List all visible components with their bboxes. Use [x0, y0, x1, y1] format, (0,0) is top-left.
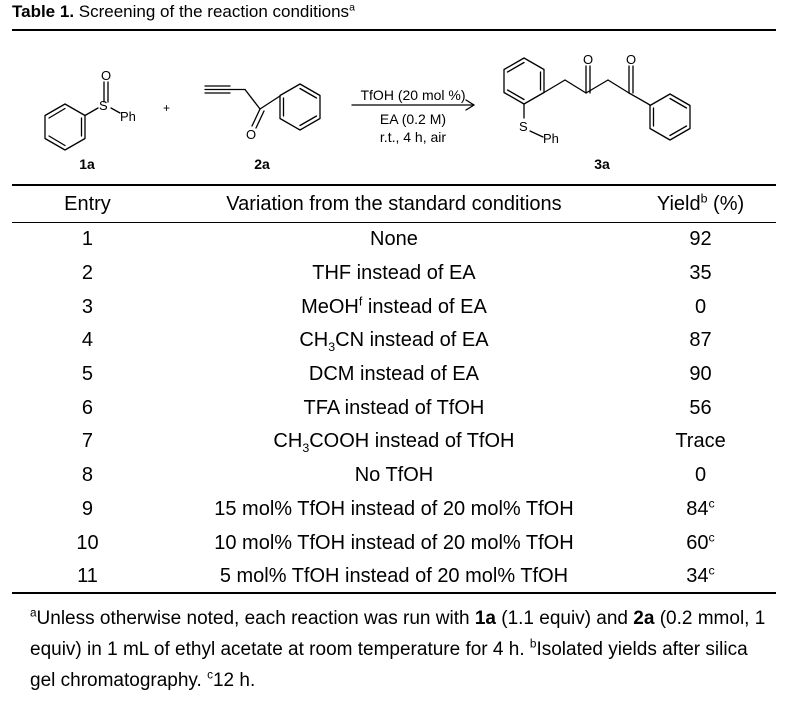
cell-variation: No TfOH	[354, 464, 434, 487]
oxygen-3a-1: O	[583, 52, 594, 67]
caption-text: Screening of the reaction conditions	[74, 2, 350, 21]
caption-label: Table 1.	[12, 2, 75, 21]
condition-solvent: EA (0.2 M)	[379, 111, 447, 127]
cell-entry: 6	[81, 396, 94, 419]
table-body	[12, 223, 776, 594]
cell-entry: 7	[81, 430, 94, 453]
cell-entry: 8	[81, 464, 94, 487]
caption-footnote-mark: a	[349, 1, 355, 14]
sulfur-1a: S	[99, 98, 108, 113]
table-row	[12, 223, 776, 257]
top-rule	[12, 29, 776, 31]
cell-variation: None	[370, 228, 418, 251]
cell-variation: THF instead of EA	[312, 262, 476, 285]
footnote-mark-b: b	[529, 637, 537, 651]
cell-entry: 5	[81, 363, 94, 386]
table-row	[12, 257, 776, 291]
structure-2a	[205, 84, 320, 130]
cell-entry: 1	[81, 228, 94, 251]
cell-entry: 4	[81, 329, 94, 352]
results-table	[12, 186, 776, 594]
cell-variation: 5 mol% TfOH instead of 20 mol% TfOH	[219, 565, 569, 588]
ph-1a: Ph	[120, 109, 136, 124]
cell-yield: 84$^c$	[686, 496, 715, 520]
table-row	[12, 493, 776, 527]
cell-variation: $CH_3CN$ instead of EA	[299, 329, 489, 355]
table-row	[12, 290, 776, 324]
ph-3a: Ph	[543, 131, 559, 146]
structure-3a	[504, 58, 690, 140]
header-variation: Variation from the standard conditions	[163, 186, 625, 223]
condition-time: r.t., 4 h, air	[379, 129, 447, 145]
plus-sign: +	[163, 101, 171, 115]
oxygen-2a: O	[246, 127, 257, 142]
header-entry: Entry	[12, 186, 163, 223]
table-header-row	[12, 186, 776, 223]
cell-yield: 60$^c$	[686, 529, 715, 554]
table-row	[12, 560, 776, 594]
label-3a: 3a	[594, 156, 610, 172]
table-row	[12, 526, 776, 560]
table-row	[12, 358, 776, 392]
table-row	[12, 425, 776, 459]
footnote-mark-a: a	[30, 606, 37, 620]
cell-variation: DCM instead of EA	[308, 363, 479, 386]
cell-entry: 9	[81, 497, 94, 520]
cell-entry: 10	[76, 531, 99, 554]
cell-yield: 34$^c$	[686, 563, 715, 588]
cell-yield: 0	[694, 295, 707, 318]
cell-variation: MeOH$^f$ instead of EA	[301, 294, 487, 318]
label-2a: 2a	[254, 156, 270, 172]
cell-yield: 35	[689, 262, 712, 285]
cell-yield: 92	[689, 228, 712, 251]
oxygen-1a: O	[101, 68, 112, 83]
oxygen-3a-2: O	[626, 52, 637, 67]
cell-yield: 56	[689, 396, 712, 419]
bottom-rule	[12, 592, 776, 594]
cell-variation: 15 mol% TfOH instead of 20 mol% TfOH	[214, 497, 574, 520]
footnote-mark-c: c	[207, 668, 213, 682]
cell-variation: TFA instead of TfOH	[303, 396, 485, 419]
sulfur-3a: S	[519, 119, 528, 134]
table-row	[12, 324, 776, 358]
cell-yield: Trace	[675, 430, 726, 453]
cell-yield: 90	[689, 363, 712, 386]
cell-variation: 10 mol% TfOH instead of 20 mol% TfOH	[214, 531, 574, 554]
label-1a: 1a	[79, 156, 95, 172]
structure-1a	[45, 82, 120, 150]
cell-entry: 11	[77, 565, 98, 588]
table-row	[12, 459, 776, 493]
cell-yield: 0	[694, 464, 707, 487]
cell-entry: 3	[81, 295, 94, 318]
footnotes: $^a$Unless otherwise noted, each reaction was run with 1a (1.1 equiv) and 2a (0.2 mmol, 1 equiv) in 1 mL of ethyl acetate at room temperature for 4 h. $^b$Isolated yields after silica gel chromatography. $^c$12 h.	[30, 606, 766, 691]
cell-entry: 2	[81, 262, 94, 285]
table-caption	[12, 2, 355, 22]
reaction-scheme	[12, 38, 776, 184]
table-row	[12, 391, 776, 425]
condition-catalyst: TfOH (20 mol %)	[360, 87, 466, 103]
header-yield: Yield$^b$ (%)	[625, 186, 776, 223]
cell-yield: 87	[689, 329, 712, 352]
cell-variation: $CH_3COOH$ instead of TfOH	[273, 430, 515, 456]
